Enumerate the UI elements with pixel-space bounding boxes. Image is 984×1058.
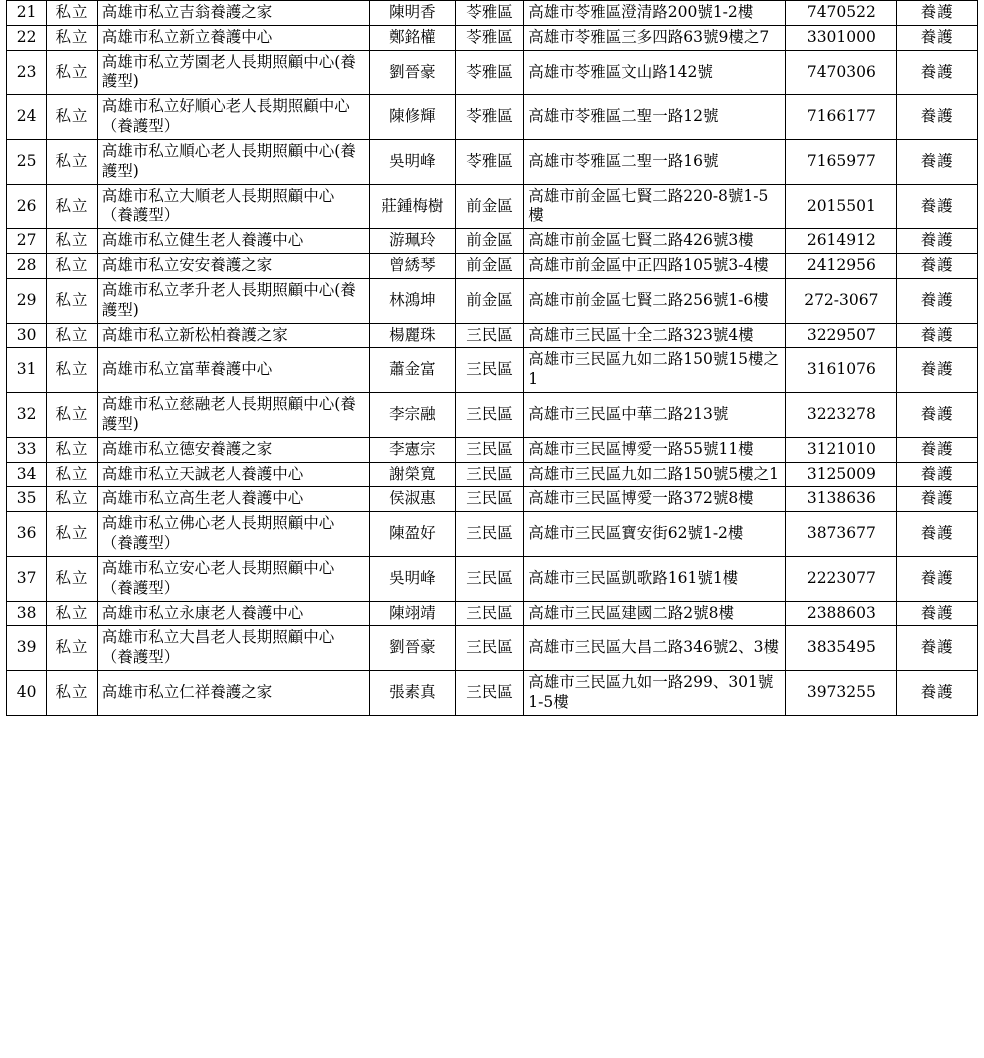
cell-person-in-charge: 游珮玲 [369, 229, 455, 254]
cell-address: 高雄市三民區中華二路213號 [524, 393, 786, 438]
cell-person-in-charge: 陳修輝 [369, 95, 455, 140]
cell-institution-name: 高雄市私立新松柏養護之家 [97, 323, 369, 348]
cell-category: 養護 [897, 184, 978, 229]
cell-district: 三民區 [455, 348, 524, 393]
cell-telephone: 3973255 [786, 671, 897, 716]
cell-district: 前金區 [455, 184, 524, 229]
cell-person-in-charge: 吳明峰 [369, 556, 455, 601]
cell-category: 養護 [897, 556, 978, 601]
cell-person-in-charge: 吳明峰 [369, 139, 455, 184]
cell-address: 高雄市前金區七賢二路256號1-6樓 [524, 278, 786, 323]
cell-address: 高雄市三民區九如二路150號15樓之1 [524, 348, 786, 393]
cell-address: 高雄市苓雅區二聖一路16號 [524, 139, 786, 184]
cell-address: 高雄市三民區大昌二路346號2、3樓 [524, 626, 786, 671]
cell-person-in-charge: 鄭銘權 [369, 25, 455, 50]
cell-institution-name: 高雄市私立仁祥養護之家 [97, 671, 369, 716]
cell-person-in-charge: 蕭金富 [369, 348, 455, 393]
cell-type: 私立 [47, 671, 97, 716]
table-row [7, 323, 978, 348]
table-row [7, 348, 978, 393]
cell-address: 高雄市三民區寶安街62號1-2樓 [524, 512, 786, 557]
cell-type: 私立 [47, 556, 97, 601]
cell-number: 23 [7, 50, 47, 95]
cell-telephone: 7470306 [786, 50, 897, 95]
cell-institution-name: 高雄市私立富華養護中心 [97, 348, 369, 393]
cell-type: 私立 [47, 601, 97, 626]
cell-telephone: 7165977 [786, 139, 897, 184]
cell-number: 31 [7, 348, 47, 393]
cell-type: 私立 [47, 626, 97, 671]
table-row [7, 462, 978, 487]
cell-institution-name: 高雄市私立大昌老人長期照顧中心（養護型） [97, 626, 369, 671]
cell-telephone: 3301000 [786, 25, 897, 50]
cell-district: 三民區 [455, 437, 524, 462]
cell-type: 私立 [47, 512, 97, 557]
cell-address: 高雄市三民區博愛一路55號11樓 [524, 437, 786, 462]
cell-category: 養護 [897, 50, 978, 95]
cell-person-in-charge: 陳明香 [369, 1, 455, 26]
cell-type: 私立 [47, 1, 97, 26]
table-row [7, 487, 978, 512]
cell-telephone: 2388603 [786, 601, 897, 626]
facility-table [6, 0, 978, 716]
cell-person-in-charge: 侯淑惠 [369, 487, 455, 512]
cell-district: 三民區 [455, 323, 524, 348]
cell-address: 高雄市前金區七賢二路220-8號1-5樓 [524, 184, 786, 229]
table-body [7, 1, 978, 716]
cell-district: 三民區 [455, 462, 524, 487]
cell-type: 私立 [47, 278, 97, 323]
cell-number: 24 [7, 95, 47, 140]
cell-type: 私立 [47, 229, 97, 254]
cell-person-in-charge: 劉晉豪 [369, 50, 455, 95]
cell-number: 37 [7, 556, 47, 601]
cell-number: 32 [7, 393, 47, 438]
cell-address: 高雄市前金區七賢二路426號3樓 [524, 229, 786, 254]
cell-category: 養護 [897, 229, 978, 254]
cell-number: 27 [7, 229, 47, 254]
cell-address: 高雄市三民區九如一路299、301號1-5樓 [524, 671, 786, 716]
cell-institution-name: 高雄市私立天誠老人養護中心 [97, 462, 369, 487]
cell-category: 養護 [897, 437, 978, 462]
table-row [7, 278, 978, 323]
cell-telephone: 3138636 [786, 487, 897, 512]
cell-category: 養護 [897, 601, 978, 626]
cell-type: 私立 [47, 323, 97, 348]
cell-institution-name: 高雄市私立安心老人長期照顧中心（養護型） [97, 556, 369, 601]
cell-district: 苓雅區 [455, 50, 524, 95]
cell-institution-name: 高雄市私立好順心老人長期照顧中心（養護型） [97, 95, 369, 140]
cell-person-in-charge: 謝榮寬 [369, 462, 455, 487]
table-row [7, 25, 978, 50]
cell-institution-name: 高雄市私立大順老人長期照顧中心（養護型） [97, 184, 369, 229]
cell-telephone: 3121010 [786, 437, 897, 462]
cell-number: 33 [7, 437, 47, 462]
table-row [7, 95, 978, 140]
cell-address: 高雄市前金區中正四路105號3-4樓 [524, 254, 786, 279]
cell-telephone: 3223278 [786, 393, 897, 438]
cell-category: 養護 [897, 278, 978, 323]
cell-number: 35 [7, 487, 47, 512]
cell-address: 高雄市三民區建國二路2號8樓 [524, 601, 786, 626]
cell-telephone: 3873677 [786, 512, 897, 557]
cell-institution-name: 高雄市私立安安養護之家 [97, 254, 369, 279]
table-row [7, 50, 978, 95]
cell-address: 高雄市苓雅區文山路142號 [524, 50, 786, 95]
cell-telephone: 7470522 [786, 1, 897, 26]
cell-person-in-charge: 曾綉琴 [369, 254, 455, 279]
cell-person-in-charge: 莊鍾梅樹 [369, 184, 455, 229]
cell-number: 21 [7, 1, 47, 26]
cell-type: 私立 [47, 95, 97, 140]
cell-address: 高雄市三民區博愛一路372號8樓 [524, 487, 786, 512]
cell-number: 26 [7, 184, 47, 229]
cell-address: 高雄市三民區九如二路150號5樓之1 [524, 462, 786, 487]
cell-type: 私立 [47, 462, 97, 487]
cell-institution-name: 高雄市私立新立養護中心 [97, 25, 369, 50]
cell-number: 29 [7, 278, 47, 323]
cell-number: 36 [7, 512, 47, 557]
cell-category: 養護 [897, 254, 978, 279]
cell-number: 25 [7, 139, 47, 184]
cell-district: 三民區 [455, 487, 524, 512]
cell-category: 養護 [897, 25, 978, 50]
cell-district: 三民區 [455, 601, 524, 626]
cell-category: 養護 [897, 462, 978, 487]
cell-institution-name: 高雄市私立德安養護之家 [97, 437, 369, 462]
cell-district: 苓雅區 [455, 1, 524, 26]
table-row [7, 229, 978, 254]
cell-type: 私立 [47, 50, 97, 95]
cell-institution-name: 高雄市私立孝升老人長期照顧中心(養護型) [97, 278, 369, 323]
table-row [7, 556, 978, 601]
cell-institution-name: 高雄市私立健生老人養護中心 [97, 229, 369, 254]
cell-person-in-charge: 李宗融 [369, 393, 455, 438]
cell-category: 養護 [897, 393, 978, 438]
cell-telephone: 2412956 [786, 254, 897, 279]
cell-district: 三民區 [455, 626, 524, 671]
cell-telephone: 7166177 [786, 95, 897, 140]
cell-district: 前金區 [455, 278, 524, 323]
cell-district: 三民區 [455, 556, 524, 601]
cell-telephone: 272-3067 [786, 278, 897, 323]
cell-district: 苓雅區 [455, 25, 524, 50]
cell-category: 養護 [897, 348, 978, 393]
cell-person-in-charge: 李憲宗 [369, 437, 455, 462]
cell-telephone: 3125009 [786, 462, 897, 487]
cell-category: 養護 [897, 95, 978, 140]
cell-number: 38 [7, 601, 47, 626]
cell-institution-name: 高雄市私立吉翁養護之家 [97, 1, 369, 26]
cell-district: 三民區 [455, 512, 524, 557]
table-row [7, 139, 978, 184]
cell-category: 養護 [897, 139, 978, 184]
cell-person-in-charge: 楊麗珠 [369, 323, 455, 348]
cell-category: 養護 [897, 323, 978, 348]
cell-district: 三民區 [455, 671, 524, 716]
cell-telephone: 3161076 [786, 348, 897, 393]
cell-number: 22 [7, 25, 47, 50]
cell-telephone: 2223077 [786, 556, 897, 601]
cell-type: 私立 [47, 487, 97, 512]
cell-district: 苓雅區 [455, 139, 524, 184]
cell-telephone: 2015501 [786, 184, 897, 229]
cell-number: 28 [7, 254, 47, 279]
table-row [7, 626, 978, 671]
cell-type: 私立 [47, 184, 97, 229]
table-row [7, 1, 978, 26]
cell-institution-name: 高雄市私立芳園老人長期照顧中心(養護型) [97, 50, 369, 95]
cell-institution-name: 高雄市私立佛心老人長期照顧中心（養護型） [97, 512, 369, 557]
table-row [7, 393, 978, 438]
cell-address: 高雄市三民區十全二路323號4樓 [524, 323, 786, 348]
cell-number: 30 [7, 323, 47, 348]
cell-institution-name: 高雄市私立慈融老人長期照顧中心(養護型) [97, 393, 369, 438]
cell-district: 三民區 [455, 393, 524, 438]
cell-category: 養護 [897, 512, 978, 557]
cell-type: 私立 [47, 25, 97, 50]
cell-district: 苓雅區 [455, 95, 524, 140]
cell-person-in-charge: 陳翊靖 [369, 601, 455, 626]
table-row [7, 512, 978, 557]
table-row [7, 254, 978, 279]
cell-institution-name: 高雄市私立永康老人養護中心 [97, 601, 369, 626]
cell-address: 高雄市苓雅區澄清路200號1-2樓 [524, 1, 786, 26]
cell-type: 私立 [47, 437, 97, 462]
cell-type: 私立 [47, 348, 97, 393]
cell-telephone: 2614912 [786, 229, 897, 254]
cell-address: 高雄市苓雅區二聖一路12號 [524, 95, 786, 140]
cell-district: 前金區 [455, 229, 524, 254]
cell-telephone: 3835495 [786, 626, 897, 671]
cell-institution-name: 高雄市私立順心老人長期照顧中心(養護型) [97, 139, 369, 184]
cell-person-in-charge: 張素真 [369, 671, 455, 716]
cell-category: 養護 [897, 626, 978, 671]
cell-number: 39 [7, 626, 47, 671]
table-row [7, 601, 978, 626]
cell-category: 養護 [897, 671, 978, 716]
cell-type: 私立 [47, 393, 97, 438]
cell-type: 私立 [47, 139, 97, 184]
cell-address: 高雄市三民區凱歌路161號1樓 [524, 556, 786, 601]
cell-number: 34 [7, 462, 47, 487]
cell-number: 40 [7, 671, 47, 716]
cell-address: 高雄市苓雅區三多四路63號9樓之7 [524, 25, 786, 50]
cell-person-in-charge: 陳盈好 [369, 512, 455, 557]
cell-type: 私立 [47, 254, 97, 279]
cell-person-in-charge: 林鴻坤 [369, 278, 455, 323]
cell-district: 前金區 [455, 254, 524, 279]
table-row [7, 437, 978, 462]
cell-telephone: 3229507 [786, 323, 897, 348]
cell-category: 養護 [897, 487, 978, 512]
cell-category: 養護 [897, 1, 978, 26]
cell-institution-name: 高雄市私立高生老人養護中心 [97, 487, 369, 512]
table-row [7, 671, 978, 716]
cell-person-in-charge: 劉晉豪 [369, 626, 455, 671]
table-row [7, 184, 978, 229]
